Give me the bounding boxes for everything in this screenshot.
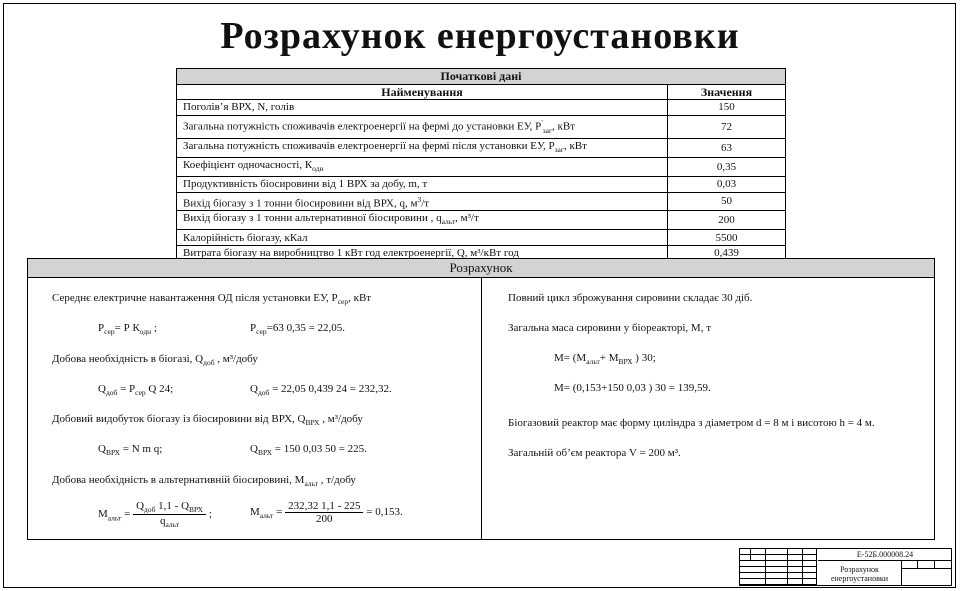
daily-need-heading: Добова необхідність в біогазі, $Q_{доб}$ , м³/добу bbox=[52, 353, 258, 368]
table-row bbox=[177, 177, 786, 193]
alt-need-calculation: $М_{альт}$ = $\frac{232,32 1,1 - 225}{200}$ = 0,153. bbox=[250, 500, 403, 525]
row-value: 0,03 bbox=[668, 177, 786, 193]
row-value: 200 bbox=[668, 211, 786, 230]
table-row bbox=[177, 211, 786, 230]
initial-data-table bbox=[176, 68, 786, 262]
daily-need-calculation: $Q_{доб} = 22,05$ 0,439 24 = 232,32. bbox=[250, 383, 392, 398]
table-row bbox=[177, 115, 786, 138]
load-heading: Середнє електричне навантаження ОД після установки ЕУ, $Р_{сер}$, кВт bbox=[52, 292, 372, 307]
mass-formula: $М= (М_{альт}+ М_{ВРХ}$ ) 30; bbox=[554, 352, 656, 367]
load-formula: $Р_{сер}= Р$ $К_{одн}$ ; bbox=[98, 322, 157, 337]
daily-yield-heading: Добовий видобуток біогазу із біосировини від ВРХ, $Q_{ВРХ}$ , м³/добу bbox=[52, 413, 363, 428]
row-name: Вихід біогазу з 1 тонни біосировини від ВРХ, q, $м^3/т$ bbox=[177, 192, 668, 211]
row-name: Вихід біогазу з 1 тонни альтернативної біосировини , $q_{альт}$, м³/т bbox=[177, 211, 668, 230]
alt-need-heading: Добова необхідність в альтернативній біосировині, $М_{альт}$ , т/добу bbox=[52, 474, 356, 489]
title-block-meta bbox=[902, 561, 952, 585]
daily-need-formula: $Q_{доб} = Р_{сер}$ Q 24; bbox=[98, 383, 174, 398]
mass-heading: Загальна маса сировини у біореакторі, М, т bbox=[508, 322, 712, 334]
table-row bbox=[177, 192, 786, 211]
row-name: Продуктивність біосировини від 1 ВРХ за добу, m, т bbox=[177, 177, 668, 193]
table-row bbox=[177, 230, 786, 246]
column-header-name: Найменування bbox=[177, 84, 668, 100]
row-value: 150 bbox=[668, 100, 786, 116]
document-code: Е-52Б.000008.24 bbox=[818, 549, 952, 561]
table-row bbox=[177, 100, 786, 116]
calculation-left-column bbox=[28, 278, 482, 540]
row-name: Загальна потужність споживачів електроенергії на фермі до установки ЕУ, $Р'_{заг}$, кВт bbox=[177, 115, 668, 138]
calculation-panel bbox=[27, 258, 935, 540]
row-value: 0,439 bbox=[668, 246, 786, 262]
table-row bbox=[177, 138, 786, 157]
alt-need-formula: $М_{альт}$ = $\frac{Q_{доб} 1,1 - Q_{ВРХ}}{q_{альт}}$ ; bbox=[98, 500, 212, 530]
reactor-volume-text: Загальній об’єм реактора V = 200 м³. bbox=[508, 447, 681, 459]
row-value: 0,35 bbox=[668, 157, 786, 176]
daily-yield-calculation: $Q_{ВРХ} = 150$ 0,03 50 = 225. bbox=[250, 443, 367, 458]
alt-need-calc-fraction: $\frac{232,32 1,1 - 225}{200}$ bbox=[285, 500, 363, 525]
row-name: Коефіцієнт одночасності, $К_{одн}$ bbox=[177, 157, 668, 176]
document-name: Розрахунок енергоустановки bbox=[818, 561, 902, 585]
table-row bbox=[177, 157, 786, 176]
row-value: 50 bbox=[668, 192, 786, 211]
row-name: Загальна потужність споживачів електроенергії на фермі після установки ЕУ, $Р_{заг}$, кВт bbox=[177, 138, 668, 157]
initial-data-caption: Початкові дані bbox=[177, 69, 786, 85]
mass-calculation: М= (0,153+150 0,03 ) 30 = 139,59. bbox=[554, 382, 711, 394]
load-calculation: $Р_{сер}=63$ 0,35 = 22,05. bbox=[250, 322, 346, 337]
row-name: Поголів’я ВРХ, N, голів bbox=[177, 100, 668, 116]
title-block-grid bbox=[740, 549, 817, 585]
row-name: Витрата біогазу на виробництво 1 кВт год електроенергії, Q, м³/кВт год bbox=[177, 246, 668, 262]
row-value: 72 bbox=[668, 115, 786, 138]
calculation-right-column bbox=[482, 278, 934, 540]
daily-yield-formula: $Q_{ВРХ} = N$ m q; bbox=[98, 443, 163, 458]
reactor-shape-text: Біогазовий реактор має форму циліндра з діаметром d = 8 м і висотою h = 4 м. bbox=[508, 417, 875, 429]
row-value: 5500 bbox=[668, 230, 786, 246]
page-title: Розрахунок енергоустановки bbox=[220, 15, 740, 57]
row-value: 63 bbox=[668, 138, 786, 157]
column-header-value: Значення bbox=[668, 84, 786, 100]
row-name: Калорійність біогазу, кКал bbox=[177, 230, 668, 246]
alt-need-fraction: $\frac{Q_{доб} 1,1 - Q_{ВРХ}}{q_{альт}}$ bbox=[133, 500, 206, 529]
cycle-text: Повний цикл зброжування сировини складає 30 діб. bbox=[508, 292, 753, 304]
title-block bbox=[739, 548, 952, 586]
calculation-caption: Розрахунок bbox=[28, 259, 934, 278]
